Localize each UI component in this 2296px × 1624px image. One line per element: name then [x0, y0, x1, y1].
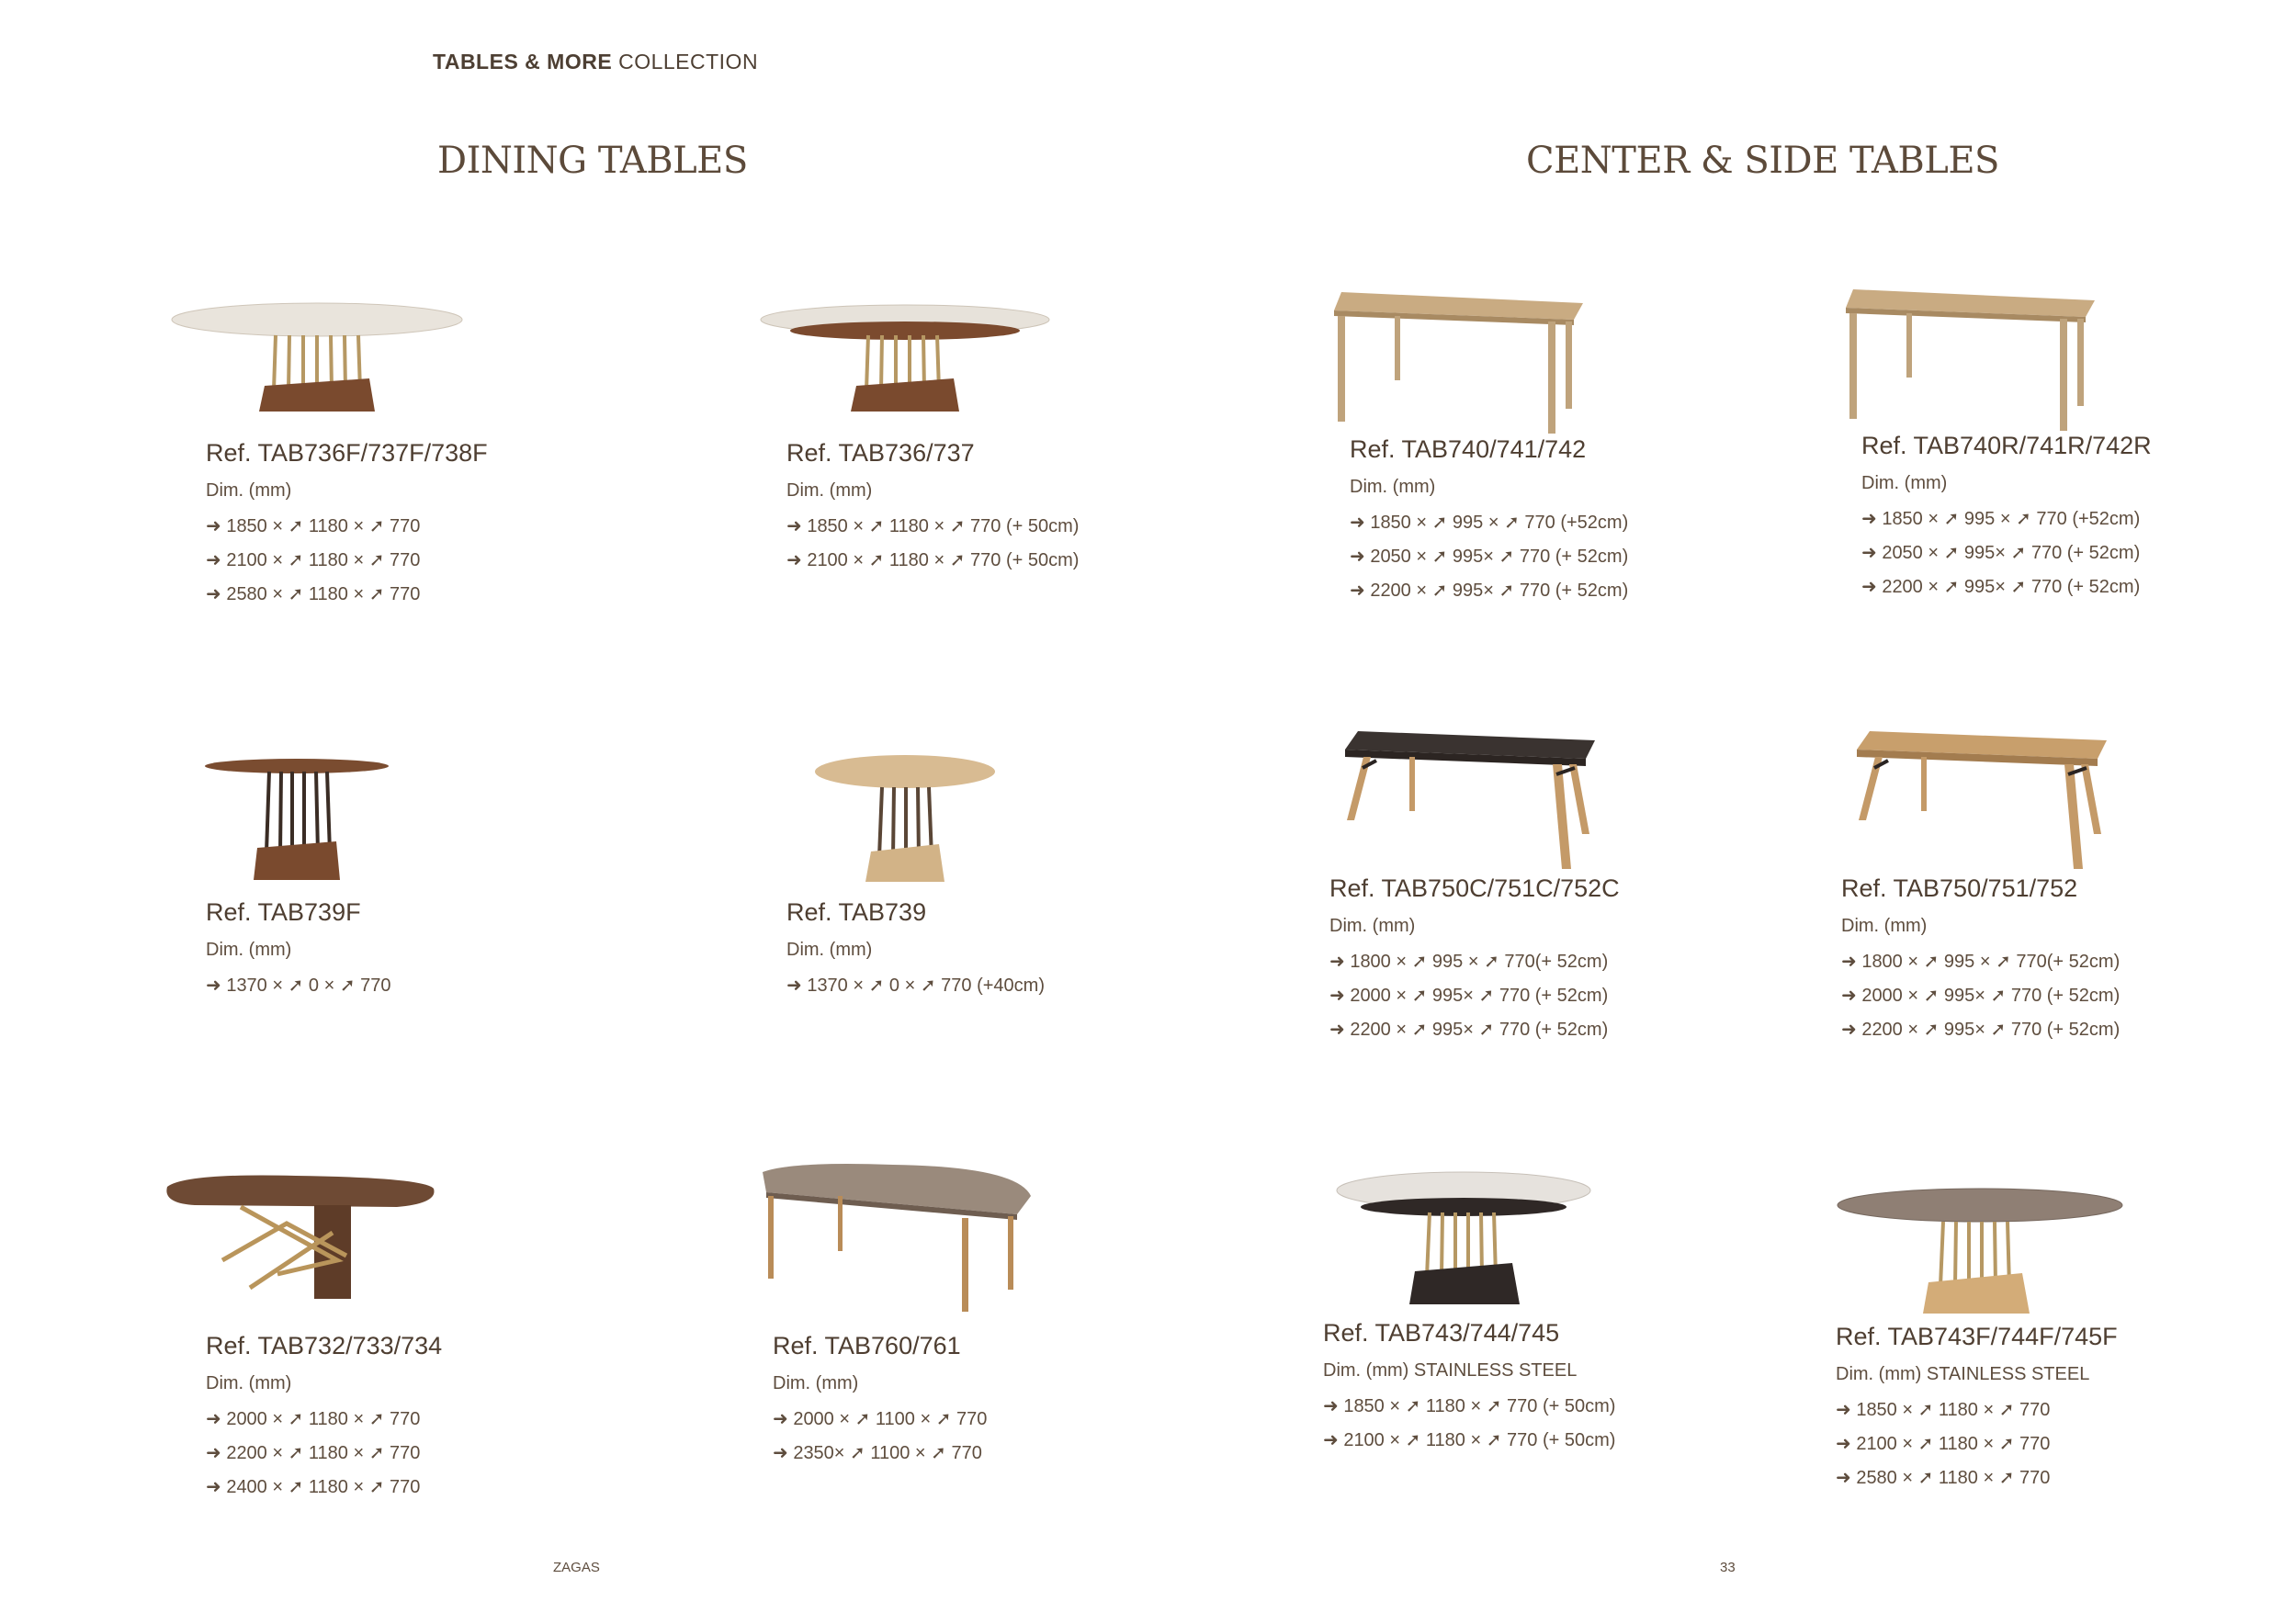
product-card-tab743: [1323, 1312, 1746, 1462]
dimension-line: ➜ 2100 × ➚ 1180 × ➚ 770 (+ 50cm): [786, 550, 1080, 570]
dimension-line: ➜ 2580 × ➚ 1180 × ➚ 770: [1836, 1468, 2051, 1488]
product-card-tab739f: [206, 891, 628, 1008]
table-image-tab750c: [1340, 724, 1606, 875]
product-dim: Dim. (mm) STAINLESS STEEL: [1323, 1360, 1578, 1381]
dimension-line: ➜ 1850 × ➚ 995 × ➚ 770 (+52cm): [1350, 513, 1629, 533]
dimension-line: ➜ 2000 × ➚ 995× ➚ 770 (+ 52cm): [1329, 986, 1609, 1006]
table-image-tab743: [1330, 1168, 1597, 1315]
product-dim: Dim. (mm): [773, 1373, 859, 1393]
product-card-tab743f: [1836, 1315, 2258, 1500]
product-dim: Dim. (mm): [786, 480, 873, 501]
product-dim: Dim. (mm): [206, 940, 292, 960]
product-ref: Ref. TAB736/737: [786, 439, 975, 467]
footer-brand: ZAGAS: [553, 1560, 600, 1575]
product-dim: Dim. (mm) STAINLESS STEEL: [1836, 1364, 2090, 1384]
product-ref: Ref. TAB739: [786, 898, 927, 926]
product-ref: Ref. TAB732/733/734: [206, 1332, 443, 1359]
section-title-dining: DINING TABLES: [437, 140, 748, 182]
product-card-tab750c: [1329, 867, 1752, 1052]
product-dim: Dim. (mm): [786, 940, 873, 960]
dimension-line: ➜ 2200 × ➚ 995× ➚ 770 (+ 52cm): [1350, 581, 1629, 601]
dimension-line: ➜ 2100 × ➚ 1180 × ➚ 770 (+ 50cm): [1323, 1430, 1616, 1450]
dimension-line: ➜ 1850 × ➚ 1180 × ➚ 770: [206, 516, 421, 536]
product-card-tab736: [786, 432, 1209, 582]
table-image-tab750: [1851, 724, 2118, 875]
product-ref: Ref. TAB750C/751C/752C: [1329, 874, 1620, 902]
product-card-tab732: [206, 1325, 628, 1509]
page-number: 33: [1720, 1560, 1736, 1575]
table-image-tab760: [755, 1159, 1040, 1317]
product-ref: Ref. TAB750/751/752: [1841, 874, 2078, 902]
dimension-line: ➜ 1370 × ➚ 0 × ➚ 770: [206, 976, 391, 996]
product-card-tab740r: [1861, 424, 2284, 609]
dimension-line: ➜ 1850 × ➚ 1180 × ➚ 770: [1836, 1400, 2051, 1420]
product-ref: Ref. TAB740/741/742: [1350, 435, 1587, 463]
collection-header: [433, 50, 758, 74]
product-ref: Ref. TAB739F: [206, 898, 361, 926]
dimension-line: ➜ 1850 × ➚ 995 × ➚ 770 (+52cm): [1861, 509, 2141, 529]
dimension-line: ➜ 2580 × ➚ 1180 × ➚ 770: [206, 584, 421, 604]
product-dim: Dim. (mm): [1350, 477, 1436, 497]
dimension-line: ➜ 1800 × ➚ 995 × ➚ 770(+ 52cm): [1841, 952, 2121, 972]
dimension-line: ➜ 2400 × ➚ 1180 × ➚ 770: [206, 1477, 421, 1497]
dimension-line: ➜ 2200 × ➚ 995× ➚ 770 (+ 52cm): [1329, 1020, 1609, 1040]
product-ref: Ref. TAB760/761: [773, 1332, 961, 1359]
table-image-tab740r: [1842, 282, 2109, 434]
dimension-line: ➜ 2000 × ➚ 1180 × ➚ 770: [206, 1409, 421, 1429]
dimension-line: ➜ 2050 × ➚ 995× ➚ 770 (+ 52cm): [1861, 543, 2141, 563]
section-title-center: CENTER & SIDE TABLES: [1526, 140, 1999, 182]
product-card-tab750: [1841, 867, 2264, 1052]
dimension-line: ➜ 2100 × ➚ 1180 × ➚ 770: [1836, 1434, 2051, 1454]
table-image-tab740: [1330, 285, 1597, 436]
dimension-line: ➜ 2200 × ➚ 1180 × ➚ 770: [206, 1443, 421, 1463]
product-card-tab736f: [206, 432, 628, 616]
product-dim: Dim. (mm): [1329, 916, 1416, 936]
dimension-line: ➜ 2000 × ➚ 995× ➚ 770 (+ 52cm): [1841, 986, 2121, 1006]
product-ref: Ref. TAB743/744/745: [1323, 1319, 1560, 1347]
dimension-line: ➜ 1800 × ➚ 995 × ➚ 770(+ 52cm): [1329, 952, 1609, 972]
product-dim: Dim. (mm): [1841, 916, 1928, 936]
product-ref: Ref. TAB743F/744F/745F: [1836, 1323, 2118, 1350]
table-image-tab736: [753, 294, 1057, 418]
product-card-tab760: [773, 1325, 1195, 1475]
dimension-line: ➜ 1370 × ➚ 0 × ➚ 770 (+40cm): [786, 976, 1045, 996]
dimension-line: ➜ 2200 × ➚ 995× ➚ 770 (+ 52cm): [1841, 1020, 2121, 1040]
product-ref: Ref. TAB740R/741R/742R: [1861, 432, 2152, 459]
table-image-tab739: [809, 749, 1001, 886]
product-dim: Dim. (mm): [206, 1373, 292, 1393]
dimension-line: ➜ 2050 × ➚ 995× ➚ 770 (+ 52cm): [1350, 547, 1629, 567]
header-bold: TABLES & MORE: [433, 50, 613, 73]
table-image-tab739f: [200, 751, 393, 885]
dimension-line: ➜ 1850 × ➚ 1180 × ➚ 770 (+ 50cm): [786, 516, 1080, 536]
product-dim: Dim. (mm): [1861, 473, 1948, 493]
product-card-tab739: [786, 891, 1209, 1008]
table-image-tab732: [158, 1168, 443, 1306]
header-light: COLLECTION: [618, 50, 759, 73]
product-card-tab740: [1350, 428, 1772, 613]
product-dim: Dim. (mm): [206, 480, 292, 501]
dimension-line: ➜ 2350× ➚ 1100 × ➚ 770: [773, 1443, 982, 1463]
dimension-line: ➜ 1850 × ➚ 1180 × ➚ 770 (+ 50cm): [1323, 1396, 1616, 1416]
table-image-tab743f: [1833, 1185, 2127, 1323]
dimension-line: ➜ 2000 × ➚ 1100 × ➚ 770: [773, 1409, 988, 1429]
product-ref: Ref. TAB736F/737F/738F: [206, 439, 488, 467]
dimension-line: ➜ 2100 × ➚ 1180 × ➚ 770: [206, 550, 421, 570]
dimension-line: ➜ 2200 × ➚ 995× ➚ 770 (+ 52cm): [1861, 577, 2141, 597]
table-image-tab736f: [165, 294, 469, 418]
